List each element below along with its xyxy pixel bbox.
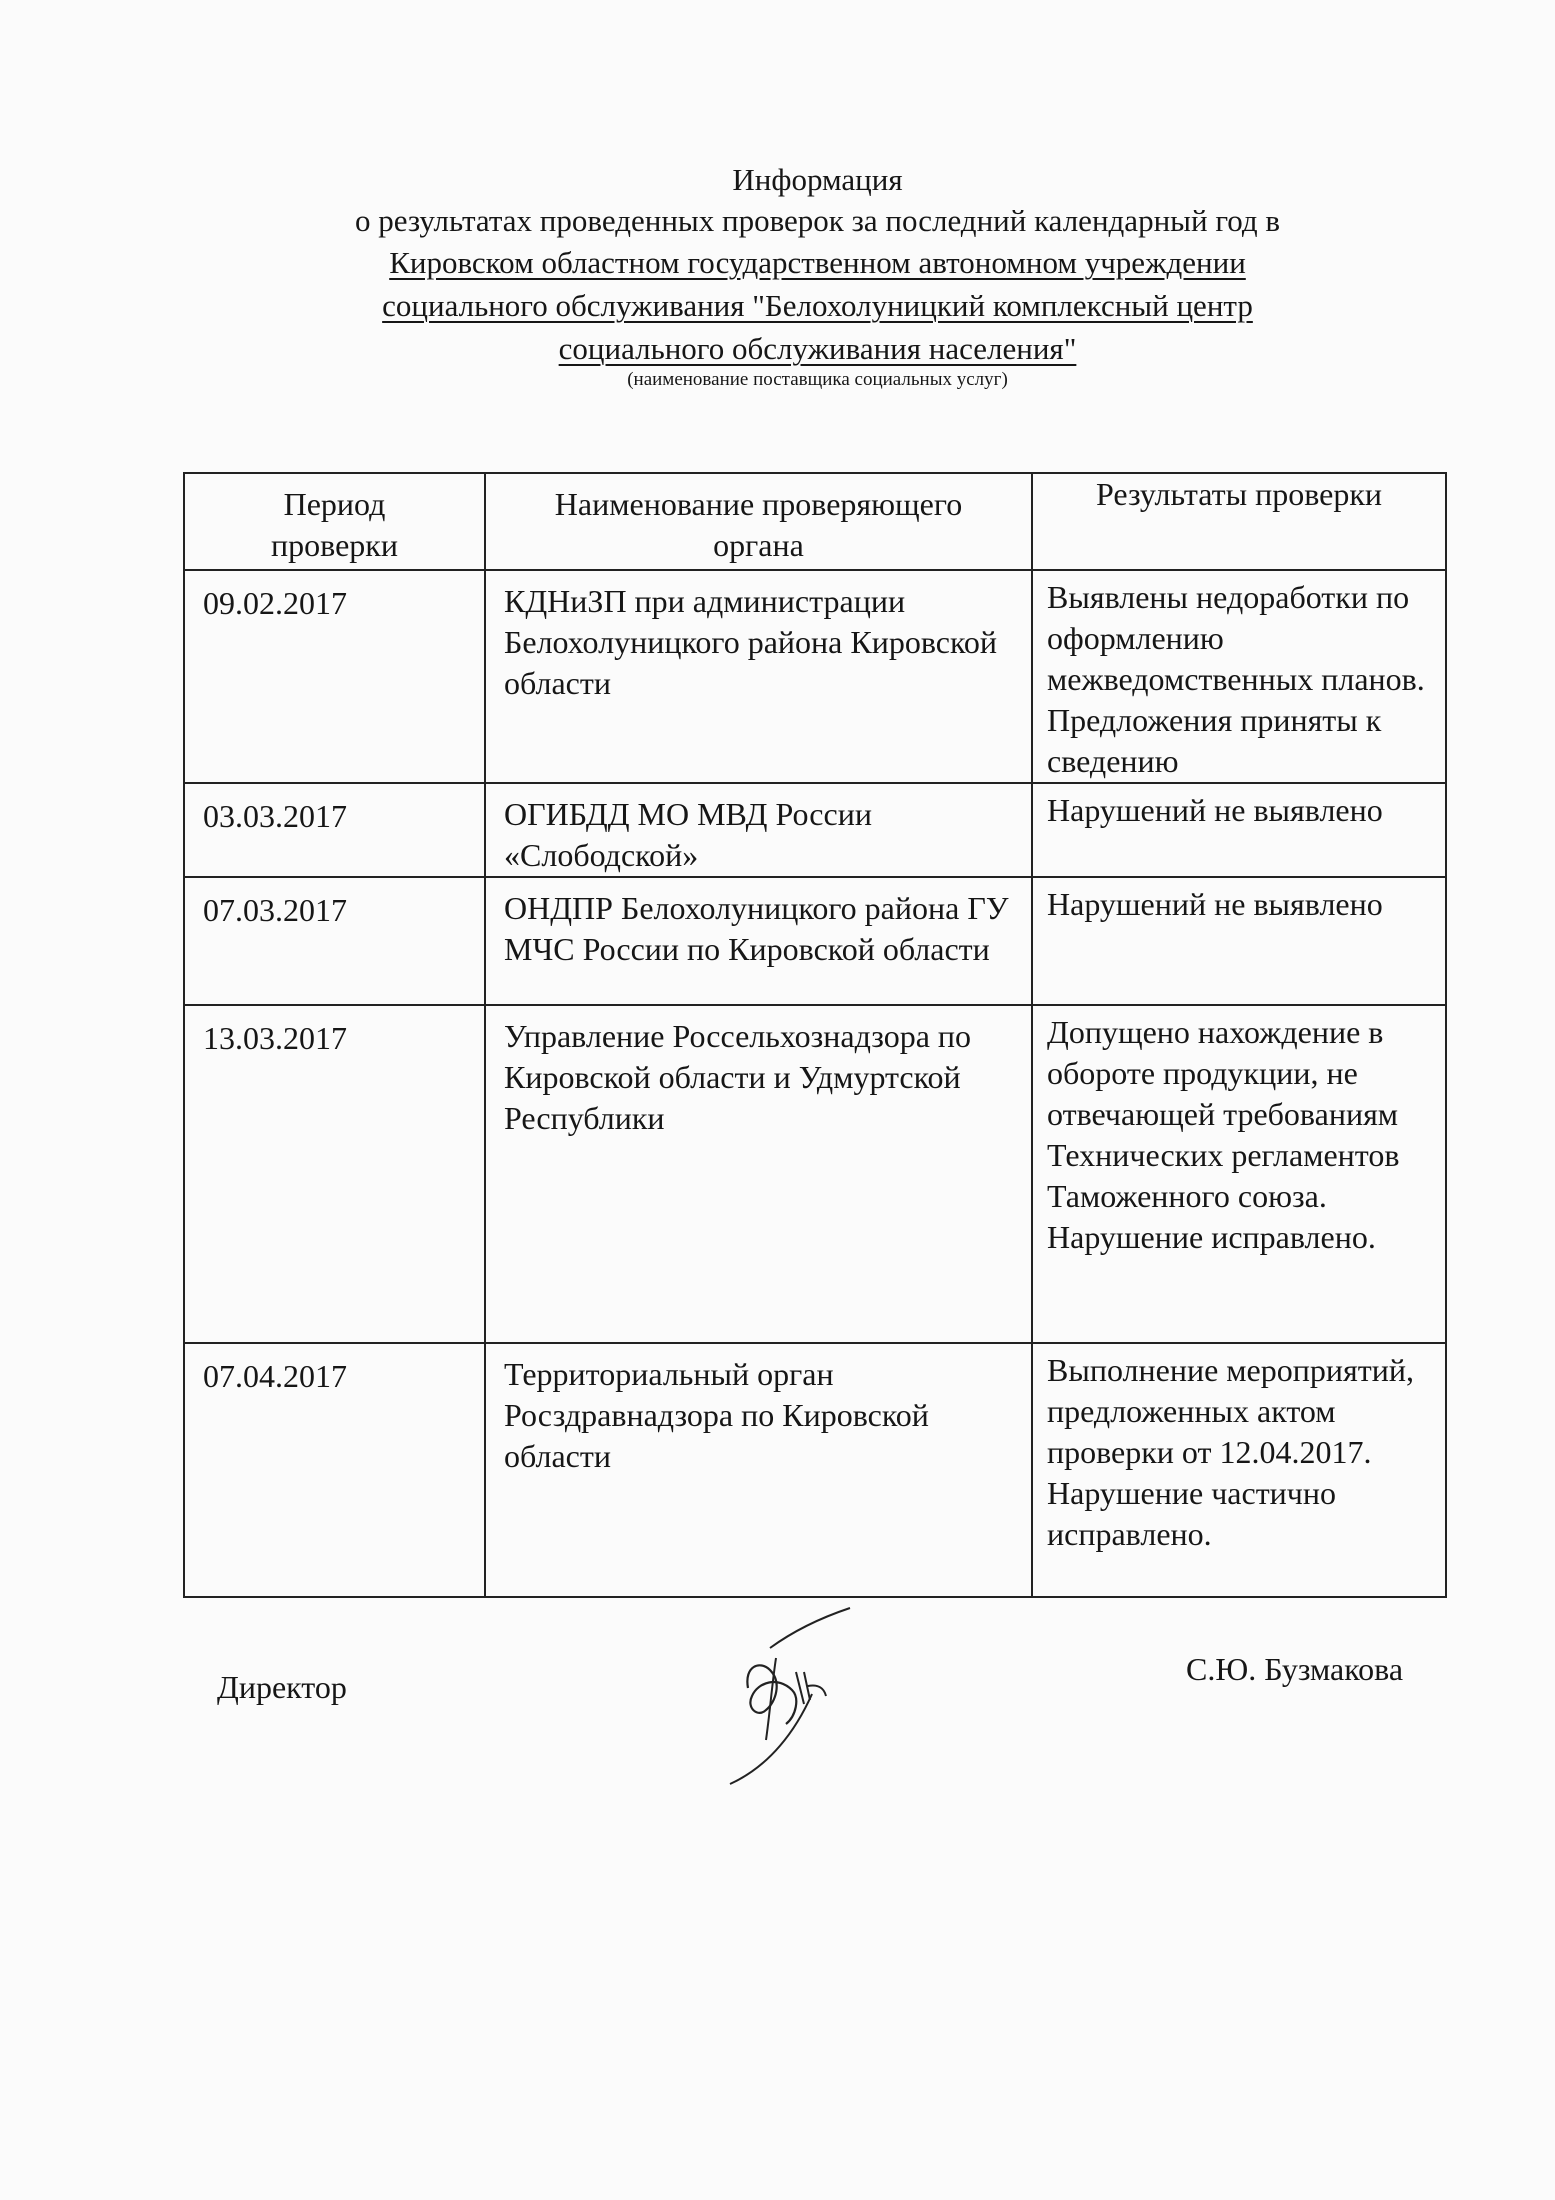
signer-name: С.Ю. Бузмакова: [1186, 1651, 1404, 1687]
cell-organ: ОНДПР Белохолуницкого района ГУ МЧС России по Кировской области: [485, 877, 1032, 1005]
table-row: [184, 1343, 1446, 1597]
signature-icon: [700, 1600, 890, 1790]
cell-organ: Управление Россельхознадзора по Кировской области и Удмуртской Республики: [485, 1005, 1032, 1343]
provider-name-line: социального обслуживания населения": [558, 331, 1077, 366]
cell-organ: КДНиЗП при администрации Белохолуницкого района Кировской области: [485, 570, 1032, 783]
cell-organ: ОГИБДД МО МВД России «Слободской»: [485, 783, 1032, 877]
cell-date: 09.02.2017: [184, 570, 485, 783]
signer-position: Директор: [217, 1669, 347, 1705]
cell-date: 07.03.2017: [184, 877, 485, 1005]
table-row: [184, 877, 1446, 1005]
cell-result: Нарушений не выявлено: [1032, 783, 1446, 877]
cell-result: Допущено нахождение в обороте продукции, не отвечающей требованиям Технических регламентов Таможенного союза. Нарушение исправлено.: [1032, 1005, 1446, 1343]
cell-result: Выявлены недоработки по оформлению межведомственных планов. Предложения приняты к сведению: [1032, 570, 1446, 783]
table-header-row: [184, 473, 1446, 570]
cell-result: Нарушений не выявлено: [1032, 877, 1446, 1005]
header-result: Результаты проверки: [1032, 473, 1446, 570]
cell-result: Выполнение мероприятий, предложенных актом проверки от 12.04.2017. Нарушение частично исправлено.: [1032, 1343, 1446, 1597]
provider-name-line: Кировском областном государственном автономном учреждении: [389, 245, 1246, 280]
provider-name: [200, 241, 1435, 370]
cell-date: 03.03.2017: [184, 783, 485, 877]
header-period: Период проверки: [184, 473, 485, 570]
document-title: Информация: [732, 162, 903, 197]
provider-caption: (наименование поставщика социальных услуг): [627, 369, 1008, 390]
table-row: [184, 1005, 1446, 1343]
table-row: [184, 783, 1446, 877]
inspection-results-table: [183, 472, 1447, 1598]
cell-date: 13.03.2017: [184, 1005, 485, 1343]
provider-name-line: социального обслуживания "Белохолуницкий комплексный центр: [382, 288, 1253, 323]
header-organ: Наименование проверяющего органа: [485, 473, 1032, 570]
document-subtitle: о результатах проведенных проверок за последний календарный год в: [354, 203, 1281, 238]
cell-organ: Территориальный орган Росздравнадзора по Кировской области: [485, 1343, 1032, 1597]
table-row: [184, 570, 1446, 783]
cell-date: 07.04.2017: [184, 1343, 485, 1597]
